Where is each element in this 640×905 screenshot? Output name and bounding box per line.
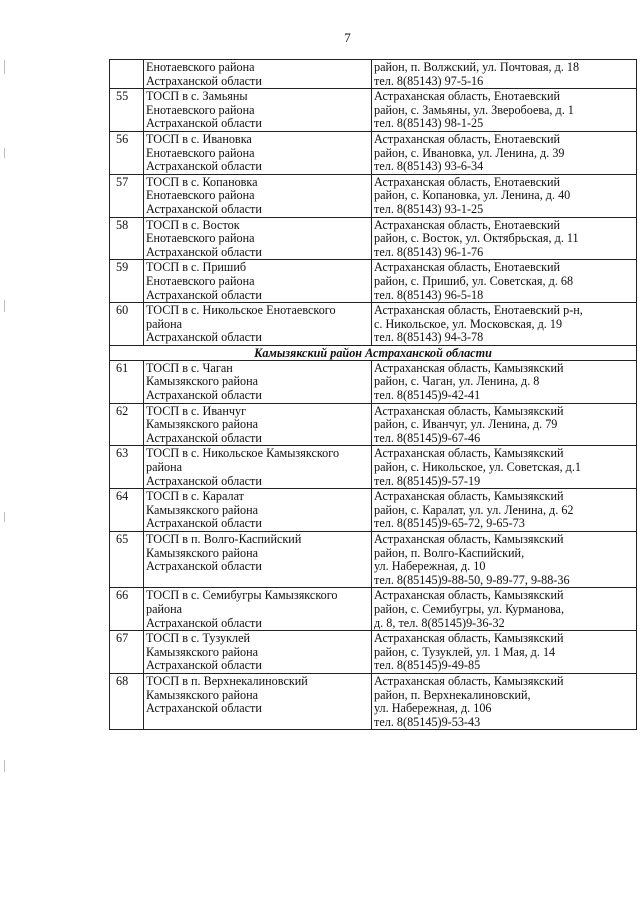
organization-name: ТОСП в с. Чаган Камызякского района Астраханской области [144, 360, 372, 403]
section-heading: Камызякский район Астраханской области [110, 345, 637, 360]
row-number: 61 [110, 360, 144, 403]
table-row [110, 446, 637, 489]
row-number: 62 [110, 403, 144, 446]
row-number: 65 [110, 532, 144, 588]
row-number: 55 [110, 89, 144, 132]
organization-address: Астраханская область, Камызякский район, с. Иванчуг, ул. Ленина, д. 79 тел. 8(85145)9-67-46 [372, 403, 637, 446]
row-number: 67 [110, 631, 144, 674]
row-number: 59 [110, 260, 144, 303]
table-row [110, 89, 637, 132]
organization-address: Астраханская область, Енотаевский район, с. Ивановка, ул. Ленина, д. 39 тел. 8(85143) 93-6-34 [372, 131, 637, 174]
row-number: 60 [110, 303, 144, 346]
organization-address: Астраханская область, Камызякский район, с. Семибугры, ул. Курманова, д. 8, тел. 8(85145)9-36-32 [372, 588, 637, 631]
table-row [110, 532, 637, 588]
organization-name: ТОСП в с. Каралат Камызякского района Астраханской области [144, 489, 372, 532]
table-row-continuation [110, 60, 637, 89]
table-row [110, 360, 637, 403]
organization-name: ТОСП в с. Восток Енотаевского района Астраханской области [144, 217, 372, 260]
row-number: 56 [110, 131, 144, 174]
organization-name: ТОСП в п. Верхнекалиновский Камызякского района Астраханской области [144, 673, 372, 729]
organization-name: ТОСП в с. Копановка Енотаевского района Астраханской области [144, 174, 372, 217]
organization-name: ТОСП в п. Волго-Каспийский Камызякского района Астраханской области [144, 532, 372, 588]
page-number: 7 [344, 30, 351, 45]
table-row [110, 303, 637, 346]
row-number: 58 [110, 217, 144, 260]
organization-address: Астраханская область, Камызякский район, с. Тузуклей, ул. 1 Мая, д. 14 тел. 8(85145)9-49-85 [372, 631, 637, 674]
organization-address: Астраханская область, Камызякский район, с. Никольское, ул. Советская, д.1 тел. 8(85145)9-57-19 [372, 446, 637, 489]
organization-name: ТОСП в с. Никольское Енотаевского района Астраханской области [144, 303, 372, 346]
table-row [110, 673, 637, 729]
organization-address: Астраханская область, Камызякский район, с. Каралат, ул. ул. Ленина, д. 62 тел. 8(85145)9-65-72, 9-65-73 [372, 489, 637, 532]
table-row [110, 489, 637, 532]
organization-name: ТОСП в с. Иванчуг Камызякского района Астраханской области [144, 403, 372, 446]
table-row [110, 260, 637, 303]
table-row [110, 174, 637, 217]
row-number: 64 [110, 489, 144, 532]
table-row [110, 403, 637, 446]
organization-address: Астраханская область, Камызякский район, п. Волго-Каспийский, ул. Набережная, д. 10 тел. 8(85145)9-88-50, 9-89-77, 9-88-36 [372, 532, 637, 588]
organization-name: ТОСП в с. Замьяны Енотаевского района Астраханской области [144, 89, 372, 132]
organization-address: Астраханская область, Енотаевский район, с. Пришиб, ул. Советская, д. 68 тел. 8(85143) 96-5-18 [372, 260, 637, 303]
section-heading-row [110, 345, 637, 360]
organization-address: Астраханская область, Камызякский район, с. Чаган, ул. Ленина, д. 8 тел. 8(85145)9-42-41 [372, 360, 637, 403]
row-number: 57 [110, 174, 144, 217]
table-row [110, 631, 637, 674]
organization-name: ТОСП в с. Ивановка Енотаевского района Астраханской области [144, 131, 372, 174]
registry-table [109, 59, 637, 730]
table-row [110, 131, 637, 174]
table-row [110, 588, 637, 631]
organization-address: Астраханская область, Енотаевский р-н, с. Никольское, ул. Московская, д. 19 тел. 8(85143) 94-3-78 [372, 303, 637, 346]
row-number [110, 60, 144, 89]
organization-address: район, п. Волжский, ул. Почтовая, д. 18 тел. 8(85143) 97-5-16 [372, 60, 637, 89]
organization-name: ТОСП в с. Тузуклей Камызякского района Астраханской области [144, 631, 372, 674]
organization-address: Астраханская область, Енотаевский район, с. Восток, ул. Октябрьская, д. 11 тел. 8(85143) 96-1-76 [372, 217, 637, 260]
organization-address: Астраханская область, Камызякский район, п. Верхнекалиновский, ул. Набережная, д. 106 тел. 8(85145)9-53-43 [372, 673, 637, 729]
organization-name: ТОСП в с. Пришиб Енотаевского района Астраханской области [144, 260, 372, 303]
organization-address: Астраханская область, Енотаевский район, с. Копановка, ул. Ленина, д. 40 тел. 8(85143) 93-1-25 [372, 174, 637, 217]
organization-name: ТОСП в с. Семибугры Камызякского района Астраханской области [144, 588, 372, 631]
row-number: 63 [110, 446, 144, 489]
organization-name: Енотаевского района Астраханской области [144, 60, 372, 89]
table-row [110, 217, 637, 260]
row-number: 68 [110, 673, 144, 729]
organization-name: ТОСП в с. Никольское Камызякского района Астраханской области [144, 446, 372, 489]
scan-margin-marks [0, 0, 12, 905]
registry-table-body [110, 60, 637, 730]
row-number: 66 [110, 588, 144, 631]
organization-address: Астраханская область, Енотаевский район, с. Замьяны, ул. Зверобоева, д. 1 тел. 8(85143) 98-1-25 [372, 89, 637, 132]
